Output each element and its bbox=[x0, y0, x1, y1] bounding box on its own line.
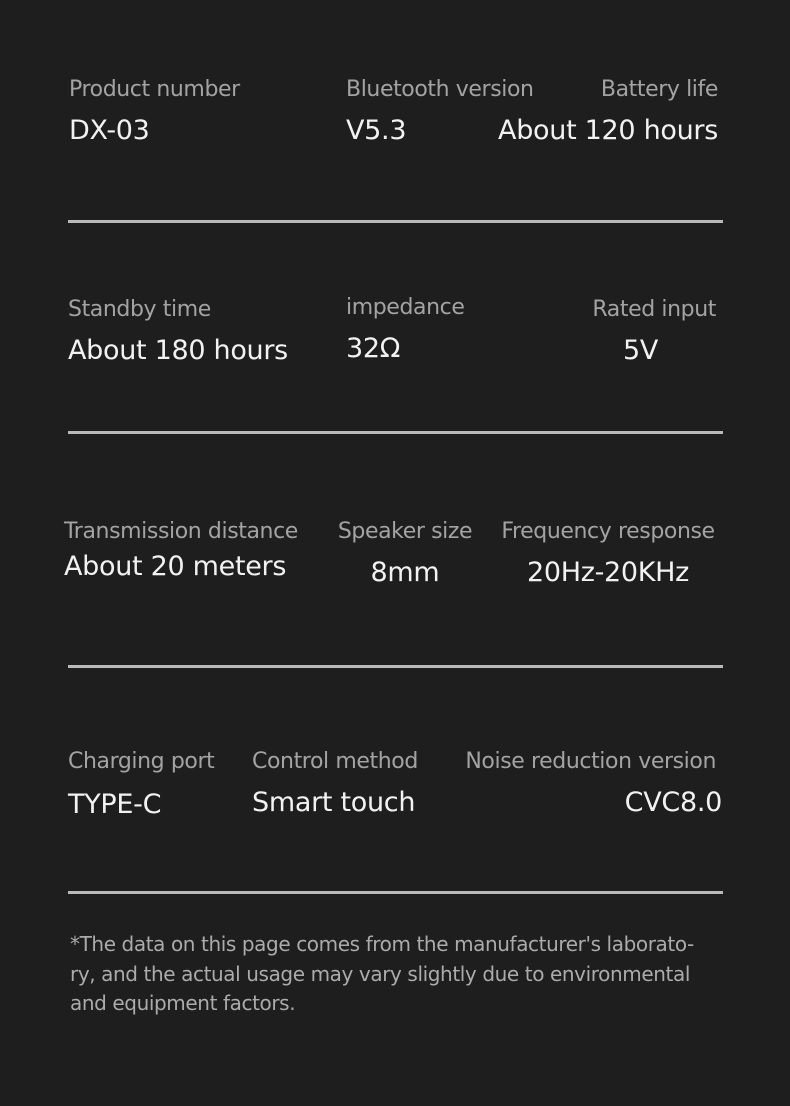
spec-value: About 20 meters bbox=[64, 551, 287, 582]
spec-standby-time bbox=[68, 296, 288, 368]
section-divider bbox=[68, 891, 723, 894]
spec-label: Battery life bbox=[600, 77, 718, 102]
spec-speaker-size bbox=[333, 518, 477, 590]
footnote-line: and equipment factors. bbox=[70, 991, 296, 1015]
disclaimer-footnote bbox=[70, 930, 730, 1019]
spec-impedance bbox=[346, 294, 464, 366]
footnote-line: ry, and the actual usage may vary slightly due to environmental bbox=[70, 961, 690, 986]
spec-label: Product number bbox=[69, 77, 240, 102]
spec-value: 32Ω bbox=[346, 333, 401, 364]
spec-rated-input bbox=[592, 296, 716, 368]
spec-label: Transmission distance bbox=[64, 519, 298, 544]
spec-label: Control method bbox=[252, 749, 418, 774]
spec-label: Frequency response bbox=[501, 519, 715, 544]
spec-value: 8mm bbox=[370, 557, 440, 588]
spec-label: impedance bbox=[346, 295, 465, 320]
section-divider bbox=[68, 220, 723, 223]
spec-value: TYPE-C bbox=[68, 789, 162, 820]
spec-product-number bbox=[69, 76, 240, 148]
section-divider bbox=[68, 665, 723, 668]
spec-value: About 180 hours bbox=[68, 335, 288, 366]
spec-transmission-distance bbox=[64, 518, 298, 584]
spec-label: Noise reduction version bbox=[465, 749, 716, 774]
spec-charging-port bbox=[68, 748, 214, 822]
spec-value: CVC8.0 bbox=[624, 787, 722, 818]
spec-noise-reduction-version bbox=[465, 748, 722, 820]
spec-battery-life bbox=[498, 76, 718, 148]
footnote-line: *The data on this page comes from the manufacturer's laborato- bbox=[70, 932, 694, 956]
spec-label: Charging port bbox=[68, 749, 215, 774]
spec-value: DX-03 bbox=[69, 115, 150, 146]
spec-value: V5.3 bbox=[346, 115, 407, 146]
spec-label: Speaker size bbox=[337, 519, 473, 544]
spec-value: Smart touch bbox=[252, 787, 416, 818]
spec-value: 5V bbox=[622, 335, 658, 366]
spec-label: Standby time bbox=[68, 297, 211, 322]
spec-control-method bbox=[252, 748, 418, 820]
spec-label: Bluetooth version bbox=[346, 77, 534, 102]
spec-value: About 120 hours bbox=[498, 115, 718, 146]
section-divider bbox=[68, 431, 723, 434]
spec-label: Rated input bbox=[592, 297, 716, 322]
spec-frequency-response bbox=[494, 518, 722, 590]
spec-value: 20Hz-20KHz bbox=[526, 557, 690, 588]
